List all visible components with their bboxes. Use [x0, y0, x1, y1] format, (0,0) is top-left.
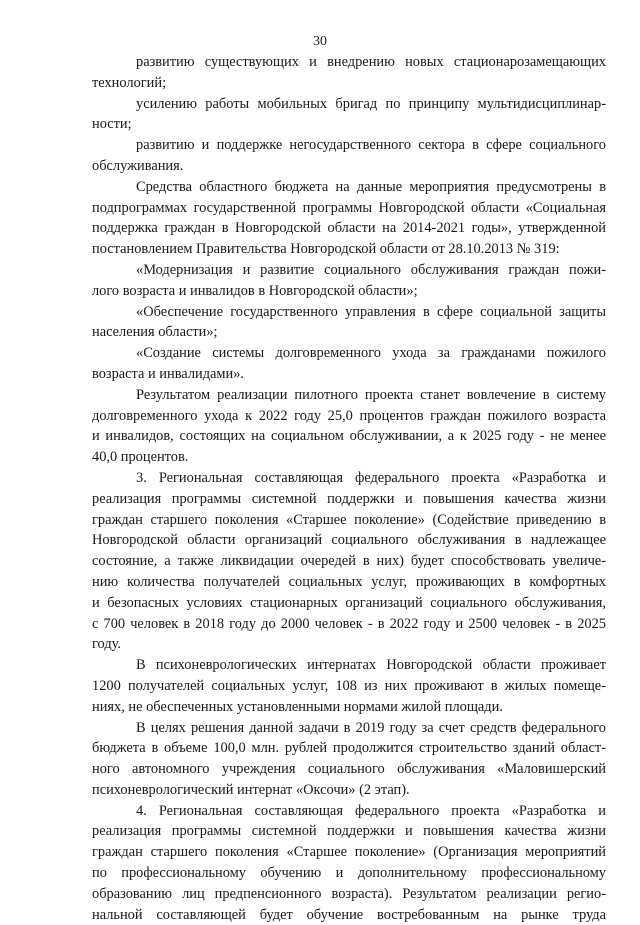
text-line: развитию и поддержке негосударственного сектора в сфере социального — [136, 137, 606, 154]
text-line: по профессиональному обучению и дополнительному профессиональному — [92, 865, 606, 882]
text-line: ного автономного учреждения социального обслуживания «Маловишерский — [92, 761, 606, 778]
text-line: населения области»; — [92, 324, 218, 341]
text-line: Средства областного бюджета на данные мероприятия предусмотрены в — [136, 178, 606, 195]
text-line: образованию лиц предпенсионного возраста). Результатом реализации регио- — [92, 885, 606, 902]
text-line: ности; — [92, 116, 132, 133]
text-line: и инвалидов, состоящих на социальном обслуживании, а к 2025 году - не менее — [92, 428, 606, 445]
text-line: Результатом реализации пилотного проекта станет вовлечение в систему — [136, 386, 606, 403]
text-line: возраста и инвалидами». — [92, 365, 245, 382]
text-line: психоневрологический интернат «Оксочи» (2 этап). — [92, 781, 410, 798]
text-line: 40,0 процентов. — [92, 449, 189, 466]
text-line: «Обеспечение государственного управления в сфере социальной защиты — [136, 303, 606, 320]
text-line: году. — [92, 636, 121, 653]
text-line: граждан старшего поколения «Старшее поколение» (Содействие приведению в — [92, 511, 606, 528]
text-line: технологий; — [92, 74, 167, 91]
text-line: реализация программы системной поддержки и повышения качества жизни — [92, 823, 606, 840]
text-line: граждан старшего поколения «Старшее поколение» (Организация мероприятий — [92, 844, 606, 861]
text-line: «Создание системы долговременного ухода за гражданами пожилого — [136, 345, 606, 362]
text-line: с 700 человек в 2018 году до 2000 человек - в 2022 году и 2500 человек - в 2025 — [92, 615, 606, 632]
text-line: долговременного ухода к 2022 году 25,0 процентов граждан пожилого возраста — [92, 407, 606, 424]
text-line: и безопасных условиях стационарных организаций социального обслуживания, — [92, 594, 606, 611]
text-line: 1200 получателей социальных услуг, 108 из них проживают в жилых помеще- — [92, 677, 606, 694]
text-line: развитию существующих и внедрению новых стационарозамещающих — [136, 54, 606, 70]
text-line: «Модернизация и развитие социального обслуживания граждан пожи- — [136, 261, 606, 278]
text-line: обслуживания. — [92, 157, 184, 174]
text-line: нию количества получателей социальных услуг, проживающих в комфортных — [92, 573, 606, 590]
text-line: бюджета в объеме 100,0 млн. рублей продолжится строительство зданий област- — [92, 740, 606, 757]
text-line: ниях, не обеспеченных установленными нормами жилой площади. — [92, 698, 503, 715]
text-line: 4. Региональная составляющая федерального проекта «Разработка и — [136, 802, 606, 819]
text-line: 3. Региональная составляющая федерального проекта «Разработка и — [136, 469, 606, 486]
page-number: 30 — [313, 34, 327, 49]
text-line: лого возраста и инвалидов в Новгородской области»; — [92, 282, 418, 299]
text-line: реализация программы системной поддержки и повышения качества жизни — [92, 490, 606, 507]
document-body — [92, 52, 606, 925]
text-line: подпрограммах государственной программы Новгородской области «Социальная — [92, 199, 606, 216]
text-line: нальной составляющей будет обучение востребованным на рынке труда — [92, 906, 606, 923]
text-line: усилению работы мобильных бригад по принципу мультидисциплинар- — [136, 95, 606, 112]
text-line: состояние, а также ликвидации очередей в них) будет способствовать увеличе- — [92, 553, 606, 570]
text-line: поддержка граждан в Новгородской области на 2014-2021 годы», утвержденной — [92, 220, 606, 237]
text-line: Новгородской области организаций социального обслуживания в надлежащее — [92, 532, 606, 549]
text-line: В психоневрологических интернатах Новгородской области проживает — [136, 657, 606, 674]
text-line: постановлением Правительства Новгородской области от 28.10.2013 № 319: — [92, 241, 560, 258]
text-line: В целях решения данной задачи в 2019 году за счет средств федерального — [136, 719, 606, 736]
